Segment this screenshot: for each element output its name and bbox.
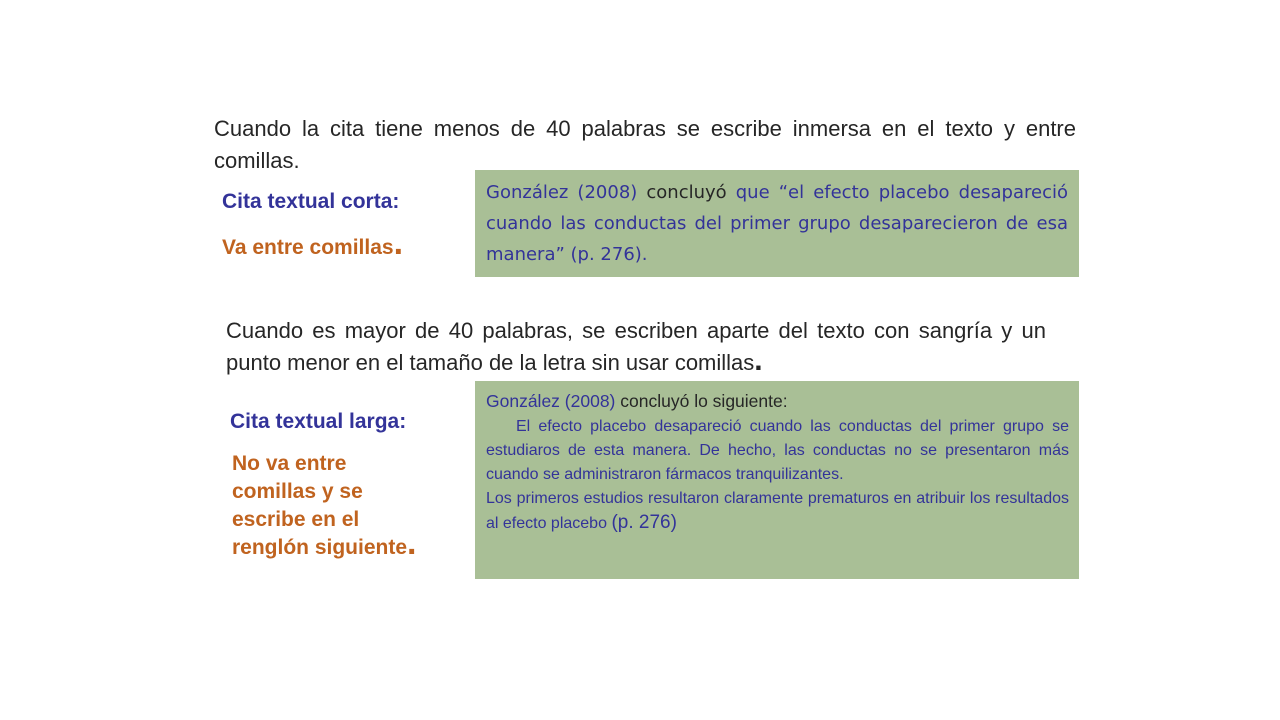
long-quote-page-ref: (p. 276) — [611, 512, 677, 533]
long-quote-rule-text: No va entre comillas y se escribe en el renglón siguiente — [232, 452, 408, 559]
long-quote-rule — [232, 450, 432, 562]
long-quote-paragraph-1: El efecto placebo desapareció cuando las conductas del primer grupo se estudiaros de esta manera. De hecho, las conductas no se presentaron más cuando se administraron fármacos tranquilizantes. — [486, 418, 1069, 483]
long-quote-paragraph-2 — [486, 487, 1069, 536]
short-quote-text: que “el efecto placebo desapareció cuando las conductas del primer grupo desaparecieron de esa manera” (p. 276). — [486, 182, 1068, 265]
long-quote-rule-dot: . — [407, 524, 417, 562]
intro-short-paragraph: Cuando la cita tiene menos de 40 palabras se escribe inmersa en el texto y entre comillas. — [214, 116, 1076, 173]
intro-long-dot: . — [754, 344, 763, 377]
short-quote-author: González (2008) — [486, 182, 638, 203]
long-quote-verb: concluyó lo siguiente: — [620, 391, 788, 411]
short-quote-example-box — [475, 170, 1079, 277]
long-quote-author: González (2008) — [486, 391, 616, 411]
short-quote-label: Cita textual corta: — [222, 190, 400, 213]
long-quote-paragraph-2-text: Los primeros estudios resultaron claramente prematuros en atribuir los resultados al efecto placebo — [486, 490, 1069, 532]
short-quote-rule-text: Va entre comillas — [222, 236, 394, 259]
intro-long-text: Cuando es mayor de 40 palabras, se escriben aparte del texto con sangría y un punto menor en el tamaño de la letra sin usar comillas — [226, 318, 1046, 375]
long-quote-intro-line — [486, 387, 1069, 415]
intro-long-paragraph — [226, 315, 1046, 379]
long-quote-example-box — [475, 381, 1079, 579]
long-quote-label: Cita textual larga: — [230, 410, 407, 433]
short-quote-rule-dot: . — [393, 224, 404, 262]
long-quote-body — [486, 415, 1069, 536]
short-quote-rule — [222, 224, 404, 262]
short-quote-verb: concluyó — [646, 182, 727, 203]
